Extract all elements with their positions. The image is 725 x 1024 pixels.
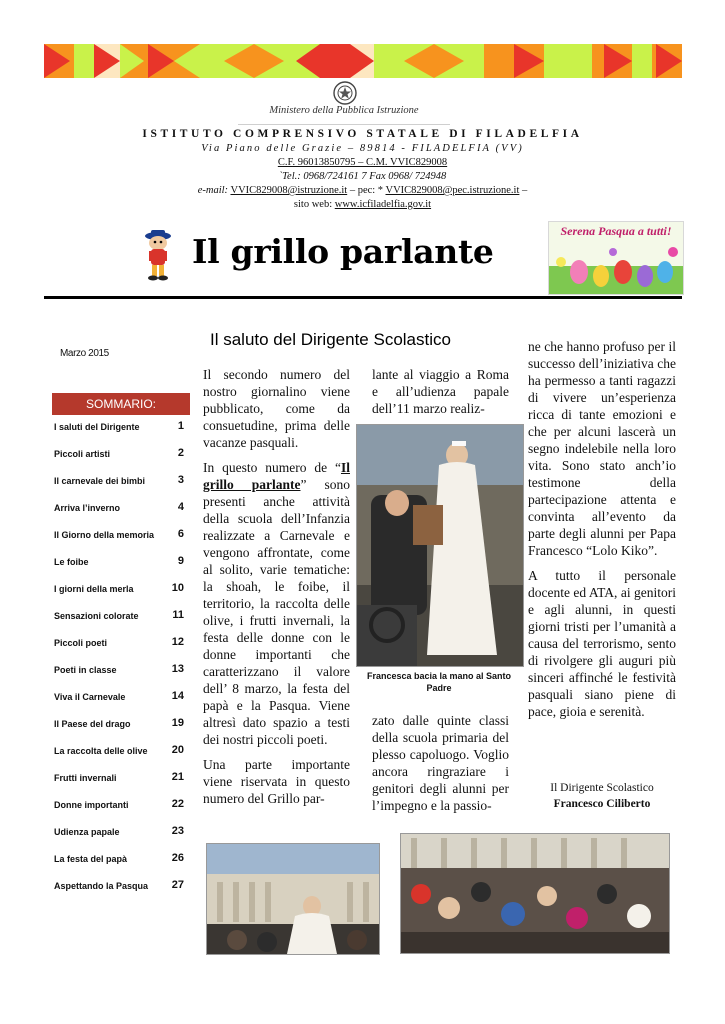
toc-item-title: Poeti in classe: [54, 665, 117, 675]
toc-item-page: 26: [171, 852, 184, 864]
photo-students-crowd: [400, 833, 670, 954]
toc-item-title: La raccolta delle olive: [54, 746, 148, 756]
toc-item[interactable]: [52, 605, 190, 631]
toc-item-page: 2: [177, 447, 184, 459]
photo-illustration: [207, 844, 379, 954]
site-label: sito web:: [293, 199, 333, 210]
toc-item-page: 1: [177, 420, 184, 432]
article-paragraph: Il secondo numero del nostro giornalino viene pubblicato, come da consuetudine, prima delle vacanze pasquali.: [203, 367, 350, 450]
decorative-banner: [44, 44, 682, 78]
easter-greeting: Serena Pasqua a tutti!: [560, 224, 672, 238]
toc-item[interactable]: [52, 578, 190, 604]
email-link[interactable]: VVIC829008@istruzione.it: [230, 185, 348, 196]
toc-item[interactable]: [52, 713, 190, 739]
photo-pope-audience: [356, 424, 524, 667]
article-paragraph: A tutto il personale docente ed ATA, ai genitori e agli alunni, in questi giorni tristi per l’umanità a causa del terrorismo, sento di rivolgere gli auguri più sinceri affinché le festività pasquali siano piene di pace, gioia e serenità.: [528, 568, 676, 719]
article-paragraph: Una parte importante viene riservata in questo numero del Grillo par-: [203, 757, 350, 806]
toc-item-page: 21: [171, 771, 184, 783]
article-paragraph: [203, 459, 350, 748]
school-codes: C.F. 96013850795 – C.M. VVIC829008: [277, 157, 448, 168]
toc-item-page: 23: [171, 825, 184, 837]
toc-item[interactable]: [52, 740, 190, 766]
toc-item-page: 12: [171, 636, 184, 648]
toc-item-title: Frutti invernali: [54, 773, 117, 783]
issue-date: Marzo 2015: [60, 348, 109, 359]
school-phone: `Tel.: 0968/724161 7 Fax 0968/ 724948: [278, 171, 447, 182]
toc-item[interactable]: [52, 875, 190, 901]
article-paragraph: ne che hanno profuso per il successo dell’iniziativa che ha permesso a tanti ragazzi di vivere un’esperienza ricca di tante emozioni e che per alcuni lascerà un segno indelebile nella loro vita. Sono stato anch’io testimone della partecipazione attenta e convinta all’evento da parte degli alunni per Papa Francesco “Lolo Kiko”.: [528, 339, 676, 558]
toc-item-page: 4: [177, 501, 184, 513]
pec-link[interactable]: VVIC829008@pec.istruzione.it: [385, 185, 520, 196]
toc-item-title: La festa del papà: [54, 854, 128, 864]
school-address: Via Piano delle Grazie – 89814 - FILADELFIA (VV): [201, 143, 524, 154]
toc-item[interactable]: [52, 848, 190, 874]
article-column-2-bottom: [372, 712, 509, 822]
article-column-1: [203, 366, 350, 815]
toc-item[interactable]: [52, 497, 190, 523]
toc-item[interactable]: [52, 821, 190, 847]
school-email-line: [60, 185, 665, 196]
toc-item-page: 6: [177, 528, 184, 540]
toc-item-page: 11: [172, 609, 184, 621]
toc-item-page: 27: [171, 879, 184, 891]
masthead-divider: [44, 296, 682, 299]
toc-item-page: 14: [171, 690, 184, 702]
toc-item-title: Le foibe: [54, 557, 89, 567]
pec-suffix: –: [519, 185, 528, 196]
ministry-name: Ministero della Pubblica Istruzione: [269, 105, 419, 116]
easter-greeting-card: [548, 221, 684, 295]
photo-caption: Francesca bacia la mano al Santo Padre: [366, 671, 512, 693]
pec-label: – pec: *: [347, 185, 384, 196]
toc-item-title: Il Paese del drago: [54, 719, 131, 729]
toc-item[interactable]: [52, 794, 190, 820]
email-label: e-mail:: [197, 185, 229, 196]
newsletter-title: Il grillo parlante: [192, 232, 494, 271]
toc-item-page: 19: [171, 717, 184, 729]
site-link[interactable]: www.icfiladelfia.gov.it: [334, 199, 432, 210]
toc-item-title: Viva il Carnevale: [54, 692, 126, 702]
photo-illustration: [401, 834, 669, 953]
italian-republic-emblem-icon: [332, 80, 358, 106]
article-paragraph: lante al viaggio a Roma e all’udienza papale dell’11 marzo realiz-: [372, 367, 509, 416]
school-site-line: [60, 199, 665, 210]
signature-role: Il Dirigente Scolastico: [550, 782, 654, 794]
summary-heading: SOMMARIO:: [52, 393, 190, 415]
article-text: ” sono presenti anche attività della scuola dell’Infanzia realizzate a Carnevale e vengono affrontate, come al solito, varie tematiche: la shoah, le foibe, il territorio, la raccolta delle olive, i frutti invernali, la festa delle donne con le donne importanti che caratterizzano il valore dell’ 8 marzo, la festa del papà e la Pasqua. Viene altresì dato spazio a testi dei nostri piccoli poeti.: [203, 477, 350, 747]
signature-name: Francesco Ciliberto: [553, 798, 651, 810]
toc-item[interactable]: [52, 443, 190, 469]
newsletter-name-link: Il grillo parlante: [203, 460, 350, 492]
toc-item-title: I saluti del Dirigente: [54, 422, 140, 432]
article-text: In questo numero de “: [203, 460, 341, 475]
toc-item-title: Piccoli artisti: [54, 449, 111, 459]
toc-item[interactable]: [52, 659, 190, 685]
toc-item-title: Arriva l’inverno: [54, 503, 121, 513]
article-column-2-top: [372, 366, 509, 425]
signature-block: [528, 780, 676, 812]
article-paragraph: zato dalle quinte classi della scuola primaria del plesso capoluogo. Voglio ancora ringraziare i genitori degli alunni per l’impegno e la passio-: [372, 713, 509, 813]
photo-illustration: [357, 425, 523, 666]
toc-item-title: Piccoli poeti: [54, 638, 108, 648]
toc-item[interactable]: [52, 524, 190, 550]
toc-item-title: Aspettando la Pasqua: [54, 881, 149, 891]
toc-item-title: I giorni della merla: [54, 584, 134, 594]
toc-item[interactable]: [52, 551, 190, 577]
toc-item[interactable]: [52, 470, 190, 496]
toc-item-page: 10: [171, 582, 184, 594]
toc-item-page: 3: [177, 474, 184, 486]
toc-item-title: Donne importanti: [54, 800, 129, 810]
toc-item[interactable]: [52, 632, 190, 658]
toc-item-page: 9: [177, 555, 184, 567]
cricket-mascot-icon: [136, 228, 180, 282]
article-column-3: [528, 338, 676, 728]
toc-item-page: 13: [171, 663, 184, 675]
ministry-header: [238, 80, 450, 125]
toc-item-title: Udienza papale: [54, 827, 120, 837]
toc-item[interactable]: [52, 767, 190, 793]
toc-item[interactable]: [52, 686, 190, 712]
toc-item[interactable]: [52, 416, 190, 442]
toc-item-title: Il carnevale dei bimbi: [54, 476, 146, 486]
photo-st-peters-square: [206, 843, 380, 955]
toc-item-title: Il Giorno della memoria: [54, 530, 155, 540]
school-name: ISTITUTO COMPRENSIVO STATALE DI FILADELFIA: [142, 128, 583, 140]
toc-item-page: 22: [171, 798, 184, 810]
toc-item-page: 20: [171, 744, 184, 756]
toc-item-title: Sensazioni colorate: [54, 611, 139, 621]
article-title: Il saluto del Dirigente Scolastico: [210, 330, 451, 349]
